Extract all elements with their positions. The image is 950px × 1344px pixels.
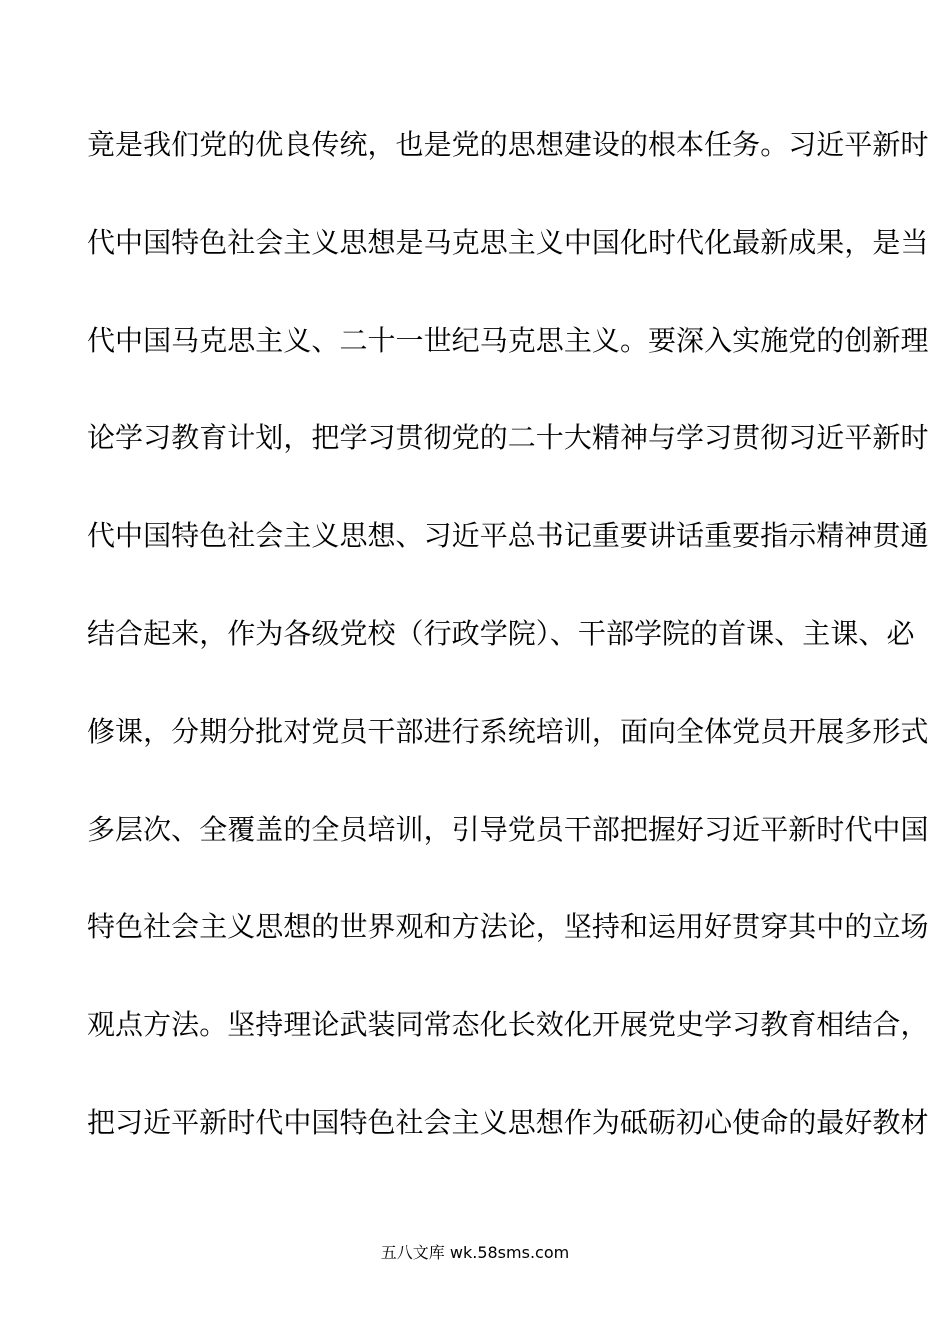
text-line: 论学习教育计划，把学习贯彻党的二十大精神与学习贯彻习近平新时 <box>87 421 929 455</box>
body-paragraph <box>87 118 929 1194</box>
text-line: 修课，分期分批对党员干部进行系统培训，面向全体党员开展多形式 <box>87 714 929 748</box>
text-line: 观点方法。坚持理论武装同常态化长效化开展党史学习教育相结合， <box>87 1008 929 1042</box>
text-line: 竟是我们党的优良传统，也是党的思想建设的根本任务。习近平新时 <box>87 128 929 161</box>
text-line: 代中国马克思主义、二十一世纪马克思主义。要深入实施党的创新理 <box>87 323 929 357</box>
text-line: 特色社会主义思想的世界观和方法论，坚持和运用好贯穿其中的立场 <box>87 910 929 944</box>
text-line: 结合起来，作为各级党校（行政学院）、干部学院的首课、主课、必 <box>87 616 915 650</box>
text-line: 代中国特色社会主义思想、习近平总书记重要讲话重要指示精神贯通 <box>87 519 929 553</box>
page-footer: 五八文库 wk.58sms.com <box>380 1243 570 1262</box>
text-line: 把习近平新时代中国特色社会主义思想作为砥砺初心使命的最好教材 <box>87 1105 929 1139</box>
text-line: 多层次、全覆盖的全员培训，引导党员干部把握好习近平新时代中国 <box>87 812 929 846</box>
text-line: 代中国特色社会主义思想是马克思主义中国化时代化最新成果，是当 <box>87 225 929 259</box>
